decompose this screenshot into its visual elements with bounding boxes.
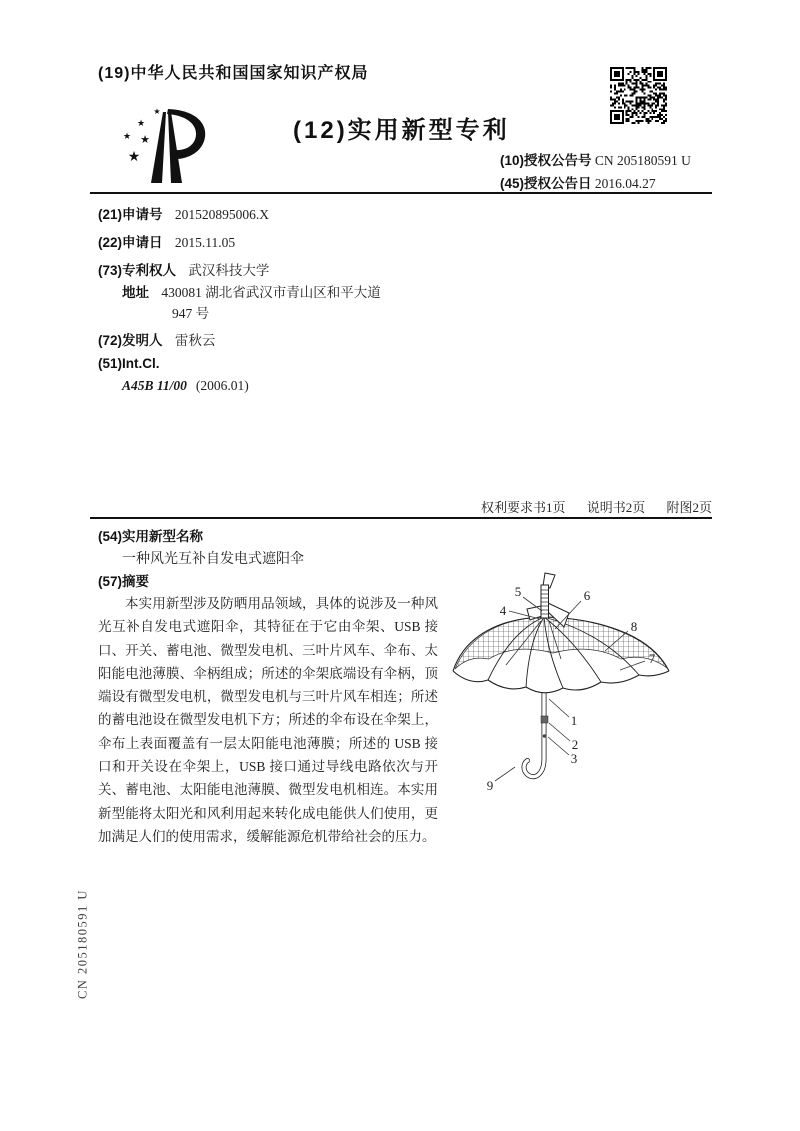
figure-label-9: 9 bbox=[486, 778, 494, 793]
publication-number-row bbox=[500, 149, 691, 169]
qr-code bbox=[610, 67, 667, 124]
utility-model-title: 一种风光互补自发电式遮阳伞 bbox=[122, 552, 304, 567]
figure-label-7: 7 bbox=[648, 651, 656, 666]
umbrella-figure bbox=[443, 571, 677, 811]
intcl-row bbox=[122, 378, 249, 394]
patentee-row bbox=[98, 259, 269, 279]
abstract-label: (57)摘要 bbox=[98, 574, 150, 589]
publication-date-label: (45)授权公告日 bbox=[500, 176, 592, 191]
inventor-row bbox=[98, 329, 215, 349]
svg-text:★: ★ bbox=[140, 134, 150, 146]
publication-date-row bbox=[500, 172, 656, 192]
application-date-row bbox=[98, 231, 235, 251]
intcl-label: (51)Int.Cl. bbox=[98, 356, 160, 371]
utility-model-name-label: (54)实用新型名称 bbox=[98, 529, 204, 544]
publication-number-label: (10)授权公告号 bbox=[500, 153, 592, 168]
document-type-title: (12)实用新型专利 bbox=[293, 117, 510, 144]
figures-pages: 附图2页 bbox=[666, 500, 712, 515]
inventor-label: (72)发明人 bbox=[98, 333, 163, 348]
figure-label-3: 3 bbox=[570, 751, 578, 766]
application-number-value: 201520895006.X bbox=[174, 207, 270, 222]
abstract-text: 本实用新型涉及防晒用品领域，具体的说涉及一种风光互补自发电式遮阳伞，其特征在于它由伞架、USB 接口、开关、蓄电池、微型发电机、三叶片风车、伞布、太阳能电池薄膜、伞柄组成；所述的伞架底端设有伞柄，顶端设有微型发电机，微型发电机与三叶片风车相连；所述的蓄电池设在微型发电机下方；所述的伞布设在伞架上，伞布上表面覆盖有一层太阳能电池薄膜；所述的 USB 接口和开关设在伞架上，USB 接口通过导线电路依次与开关、蓄电池、太阳能电池薄膜、微型发电机相连。本实用新型能将太阳光和风利用起来转化成电能供人们使用，更加满足人们的使用需求，缓解能源危机带给社会的压力。 bbox=[98, 596, 438, 844]
publication-date-value: 2016.04.27 bbox=[594, 176, 656, 191]
address-line2: 947 号 bbox=[172, 306, 210, 321]
pages-info bbox=[90, 497, 712, 516]
description-pages: 说明书2页 bbox=[586, 500, 646, 515]
intcl-year: (2006.01) bbox=[195, 378, 249, 393]
figure-label-8: 8 bbox=[630, 619, 638, 634]
application-date-label: (22)申请日 bbox=[98, 235, 163, 250]
address-line1: 430081 湖北省武汉市青山区和平大道 bbox=[161, 285, 381, 300]
patentee-label: (73)专利权人 bbox=[98, 263, 177, 278]
address-label: 地址 bbox=[122, 285, 149, 300]
patentee-value: 武汉科技大学 bbox=[188, 263, 270, 278]
patent-office-name: (19)中华人民共和国国家知识产权局 bbox=[98, 65, 369, 82]
application-number-label: (21)申请号 bbox=[98, 207, 163, 222]
cnipa-logo-icon bbox=[118, 101, 216, 189]
publication-number-value: CN 205180591 U bbox=[594, 153, 691, 168]
intcl-code: A45B 11/00 bbox=[122, 378, 187, 393]
address-row bbox=[122, 281, 381, 301]
figure-label-6: 6 bbox=[583, 588, 591, 603]
svg-text:★: ★ bbox=[136, 118, 146, 128]
section-divider bbox=[90, 517, 712, 519]
inventor-value: 雷秋云 bbox=[174, 333, 216, 348]
figure-label-1: 1 bbox=[570, 713, 578, 728]
usb-port bbox=[541, 716, 548, 723]
application-date-value: 2015.11.05 bbox=[174, 235, 236, 250]
application-number-row bbox=[98, 203, 269, 223]
claims-pages: 权利要求书1页 bbox=[480, 500, 566, 515]
side-document-id: CN 205180591 U bbox=[75, 889, 90, 999]
svg-text:★: ★ bbox=[153, 107, 161, 116]
figure-label-5: 5 bbox=[514, 584, 522, 599]
svg-text:★: ★ bbox=[122, 131, 132, 141]
header-divider bbox=[90, 192, 712, 194]
figure-label-4: 4 bbox=[499, 603, 507, 618]
power-switch bbox=[543, 734, 547, 738]
svg-text:★: ★ bbox=[127, 150, 141, 165]
figure-label-2: 2 bbox=[571, 737, 579, 752]
